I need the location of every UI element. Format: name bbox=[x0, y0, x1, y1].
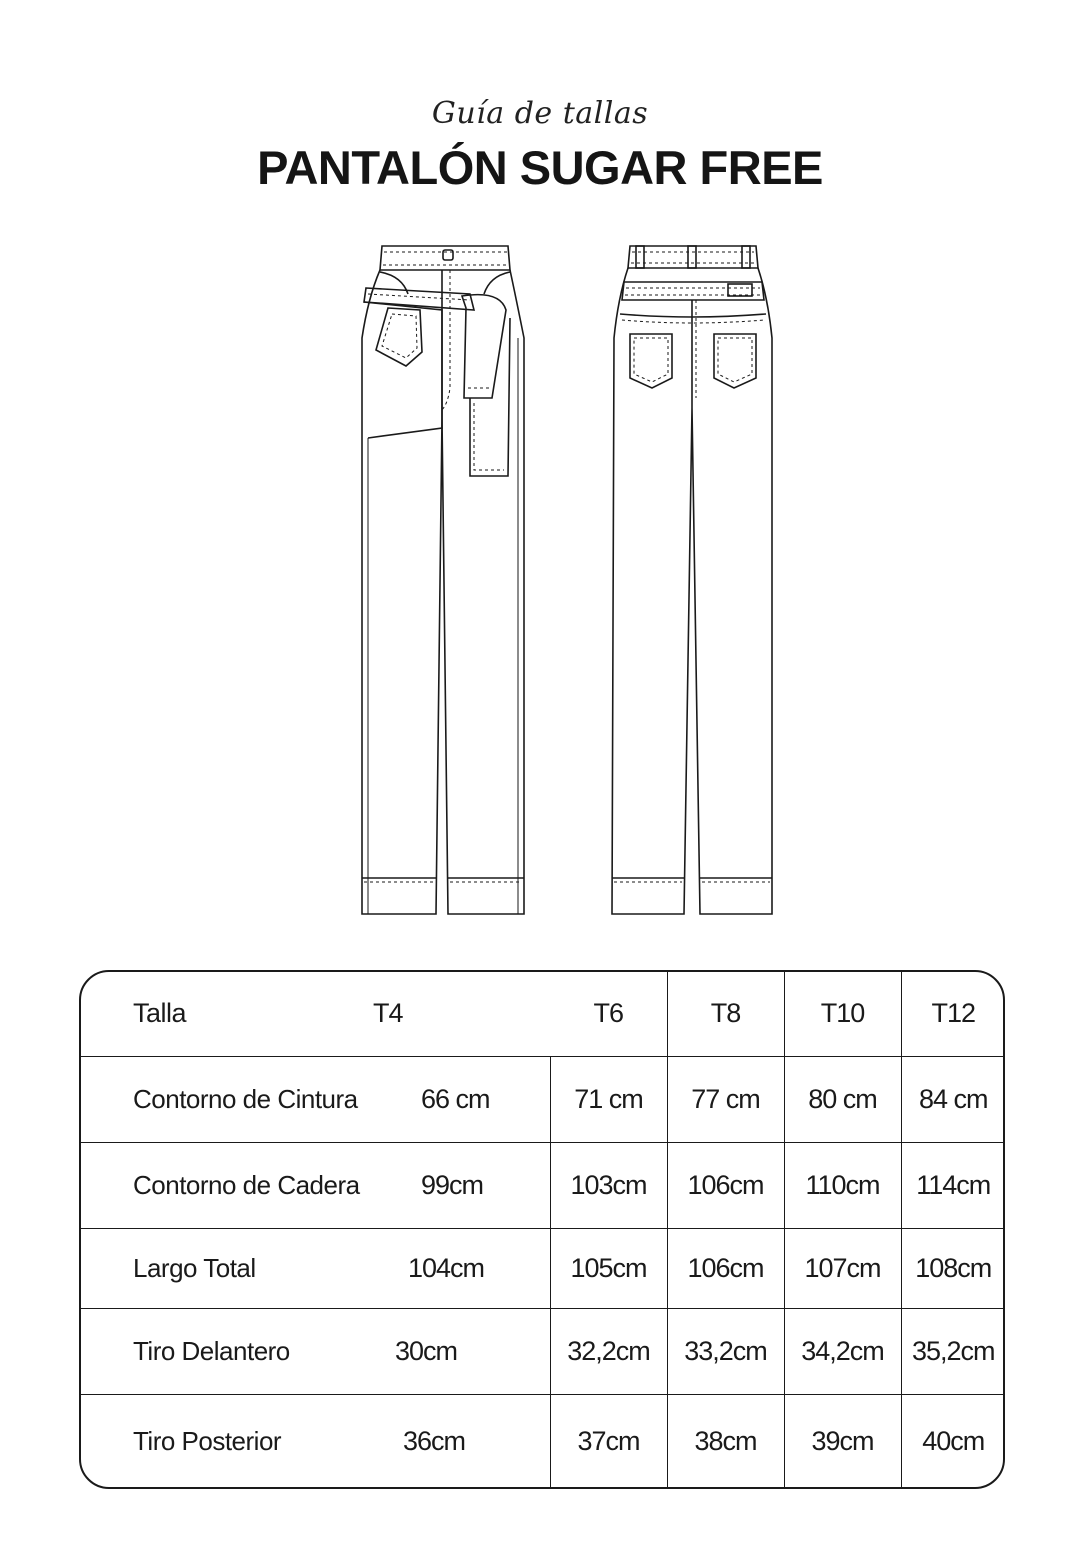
size-header-t4: T4 bbox=[373, 972, 490, 1056]
size-table bbox=[79, 970, 1005, 1489]
table-cell: 106cm bbox=[667, 1228, 784, 1308]
table-cell: 35,2cm bbox=[901, 1308, 1005, 1394]
table-cell: 106cm bbox=[667, 1142, 784, 1228]
table-cell: 104cm bbox=[408, 1228, 525, 1308]
table-cell: 30cm bbox=[395, 1308, 512, 1394]
table-cell: 32,2cm bbox=[550, 1308, 667, 1394]
table-cell: 110cm bbox=[784, 1142, 901, 1228]
table-cell: 107cm bbox=[784, 1228, 901, 1308]
pants-illustration bbox=[350, 238, 790, 922]
row-label: Tiro Posterior bbox=[133, 1426, 282, 1457]
table-row bbox=[81, 1056, 1005, 1142]
table-cell: 114cm bbox=[901, 1142, 1005, 1228]
table-cell: 84 cm bbox=[901, 1056, 1005, 1142]
table-cell: 37cm bbox=[550, 1394, 667, 1489]
row-label: Contorno de Cadera bbox=[81, 1142, 433, 1228]
table-header-row bbox=[81, 972, 1005, 1056]
table-cell: 39cm bbox=[784, 1394, 901, 1489]
table-cell: 66 cm bbox=[421, 1056, 538, 1142]
table-cell: 108cm bbox=[901, 1228, 1005, 1308]
size-header-t12: T12 bbox=[901, 972, 1005, 1056]
row-label: Contorno de Cintura bbox=[81, 1056, 433, 1142]
table-cell: 80 cm bbox=[784, 1056, 901, 1142]
table-row bbox=[81, 1394, 1005, 1489]
table-cell: 34,2cm bbox=[784, 1308, 901, 1394]
table-row bbox=[81, 1142, 1005, 1228]
table-cell: 33,2cm bbox=[667, 1308, 784, 1394]
page-title: PANTALÓN SUGAR FREE bbox=[257, 141, 823, 194]
table-cell: 103cm bbox=[550, 1142, 667, 1228]
size-header-label: Talla bbox=[81, 972, 433, 1056]
size-header-t8: T8 bbox=[667, 972, 784, 1056]
pants-front-icon bbox=[362, 246, 524, 914]
table-cell: 38cm bbox=[667, 1394, 784, 1489]
page-subtitle: Guía de tallas bbox=[431, 96, 649, 131]
table-cell: 99cm bbox=[421, 1142, 538, 1228]
size-header-t6: T6 bbox=[550, 972, 667, 1056]
table-cell: 105cm bbox=[550, 1228, 667, 1308]
table-cell: 40cm bbox=[922, 1426, 985, 1457]
row-label: Tiro Delantero bbox=[81, 1308, 433, 1394]
table-row bbox=[81, 1228, 1005, 1308]
table-cell: 77 cm bbox=[667, 1056, 784, 1142]
table-cell: 36cm bbox=[403, 1394, 520, 1489]
row-label: Largo Total bbox=[81, 1228, 433, 1308]
size-header-t10: T10 bbox=[784, 972, 901, 1056]
table-cell: 71 cm bbox=[550, 1056, 667, 1142]
pants-back-icon bbox=[612, 246, 772, 914]
table-row bbox=[81, 1308, 1005, 1394]
